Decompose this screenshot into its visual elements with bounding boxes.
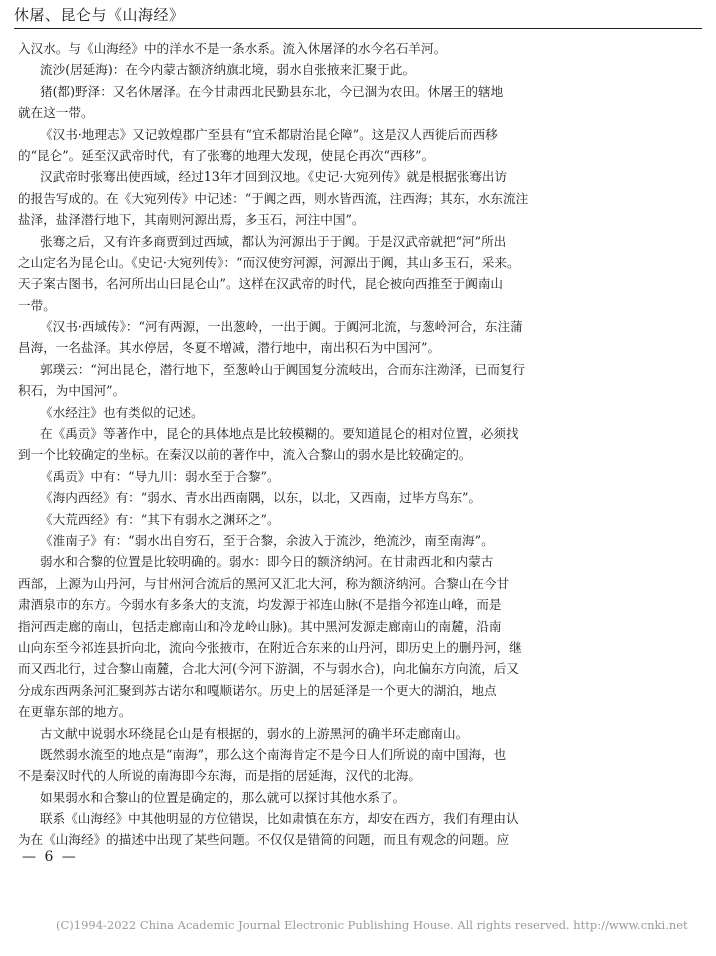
text-line: 张骞之后，又有许多商贾到过西域，都认为河源出于于阗。于是汉武帝就把“河”所出 — [40, 233, 507, 249]
text-line: 就在这一带。 — [18, 105, 94, 121]
text-line: 西部，上源为山丹河，与甘州河合流后的黑河又汇北大河，称为额济纳河。合黎山在今甘 — [18, 575, 510, 591]
text-line: 《汉书·西域传》：“河有两源，一出葱岭，一出于阗。于阗河北流，与葱岭河合，东注蒲 — [40, 319, 523, 335]
text-line: 《禹贡》中有：“导九川：弱水至于合黎”。 — [40, 468, 280, 484]
text-line: 肃酒泉市的东方。今弱水有多条大的支流，均发源于祁连山脉(不是指今祁连山峰，而是 — [18, 597, 502, 613]
running-header-title: 休屠、昆仑与《山海经》 — [14, 6, 185, 24]
copyright-notice: (C)1994-2022 China Academic Journal Electronic Publishing House. All rights reserved. http://www.cnki.net — [56, 918, 688, 932]
text-line: 的报告写成的。在《大宛列传》中记述：“于阗之西，则水皆西流，注西海；其东，水东流注 — [18, 190, 529, 206]
text-line: 古文献中说弱水环绕昆仑山是有根据的，弱水的上游黑河的确半环走廊南山。 — [40, 725, 469, 741]
text-line: 既然弱水流至的地点是“南海”，那么这个南海肯定不是今日人们所说的南中国海，也 — [40, 746, 507, 762]
text-line: 郭璞云：“河出昆仑，潜行地下，至葱岭山于阗国复分流岐出，合而东注泑泽，已而复行 — [40, 361, 526, 377]
text-line: 《水经注》也有类似的记述。 — [40, 404, 204, 420]
text-line: 在《禹贡》等著作中，昆仑的具体地点是比较模糊的。要知道昆仑的相对位置，必须找 — [40, 426, 519, 442]
text-line: 《大荒西经》有：“其下有弱水之渊环之”。 — [40, 511, 280, 527]
text-line: 昌海，一名盐泽。其水停居，冬夏不增减，潜行地中，南出积石为中国河”。 — [18, 340, 441, 356]
text-line: 《海内西经》有：“弱水、青水出西南隅，以东，以北，又西南，过毕方鸟东”。 — [40, 490, 482, 506]
text-line: 汉武帝时张骞出使西域，经过13年才回到汉地。《史记·大宛列传》就是根据张骞出访 — [40, 169, 508, 185]
page-number: — 6 — — [22, 849, 78, 865]
text-line: 联系《山海经》中其他明显的方位错误，比如肃慎在东方，却安在西方，我们有理由认 — [40, 811, 519, 827]
running-header — [14, 4, 702, 29]
text-line: 弱水和合黎的位置是比较明确的。弱水：即今日的额济纳河。在甘肃西北和内蒙古 — [40, 554, 494, 570]
text-line: 在更靠东部的地方。 — [18, 704, 132, 720]
text-line: 到一个比较确定的坐标。在秦汉以前的著作中，流入合黎山的弱水是比较确定的。 — [18, 447, 472, 463]
text-line: 流沙(居延海)：在今内蒙古额济纳旗北境，弱水自张掖来汇聚于此。 — [40, 62, 416, 78]
text-line: 猪(都)野泽：又名休屠泽。在今甘肃西北民勤县东北，今已涸为农田。休屠王的辖地 — [40, 83, 504, 99]
text-line: 山向东至今祁连县折向北，流向今张掖市，在附近合东来的山丹河，即历史上的删丹河，继 — [18, 639, 522, 655]
text-line: 《汉书·地理志》又记敦煌郡广至县有“宜禾都尉治昆仑障”。这是汉人西徙后而西移 — [40, 126, 498, 142]
text-line: 而又西北行，过合黎山南麓，合北大河(今河下游涸，不与弱水合)，向北偏东方向流，后又 — [18, 661, 519, 677]
text-line: 如果弱水和合黎山的位置是确定的，那么就可以探讨其他水系了。 — [40, 789, 406, 805]
text-line: 盐泽，盐泽潜行地下，其南则河源出焉，多玉石，河注中国”。 — [18, 212, 365, 228]
text-line: 为在《山海经》的描述中出现了某些问题。不仅仅是错简的问题，而且有观念的问题。应 — [18, 832, 510, 848]
text-line: 分成东西两条河汇聚到苏古诺尔和嘎顺诺尔。历史上的居延泽是一个更大的湖泊，地点 — [18, 682, 497, 698]
text-line: 的“昆仑”。延至汉武帝时代，有了张骞的地理大发现，使昆仑再次“西移”。 — [18, 147, 435, 163]
text-line: 积石，为中国河”。 — [18, 383, 126, 399]
text-line: 之山定名为昆仑山。《史记·大宛列传》：“而汉使穷河源，河源出于阗，其山多玉石，采来。 — [18, 254, 520, 270]
text-line: 《淮南子》有：“弱水出自穷石，至于合黎，余波入于流沙，绝流沙，南至南海”。 — [40, 532, 494, 548]
text-line: 入汉水。与《山海经》中的洋水不是一条水系。流入休屠泽的水今名石羊河。 — [18, 41, 447, 56]
text-line: 一带。 — [18, 297, 56, 313]
text-line: 天子案古图书，名河所出山曰昆仑山”。这样在汉武帝的时代，昆仑被向西推至于阗南山 — [18, 276, 504, 292]
text-line: 指河西走廊的南山，包括走廊南山和冷龙岭山脉)。其中黑河发源走廊南山的南麓，沿南 — [18, 618, 502, 634]
text-line: 不是秦汉时代的人所说的南海即今东海，而是指的居延海，汉代的北海。 — [18, 768, 421, 784]
article-body — [18, 38, 701, 851]
